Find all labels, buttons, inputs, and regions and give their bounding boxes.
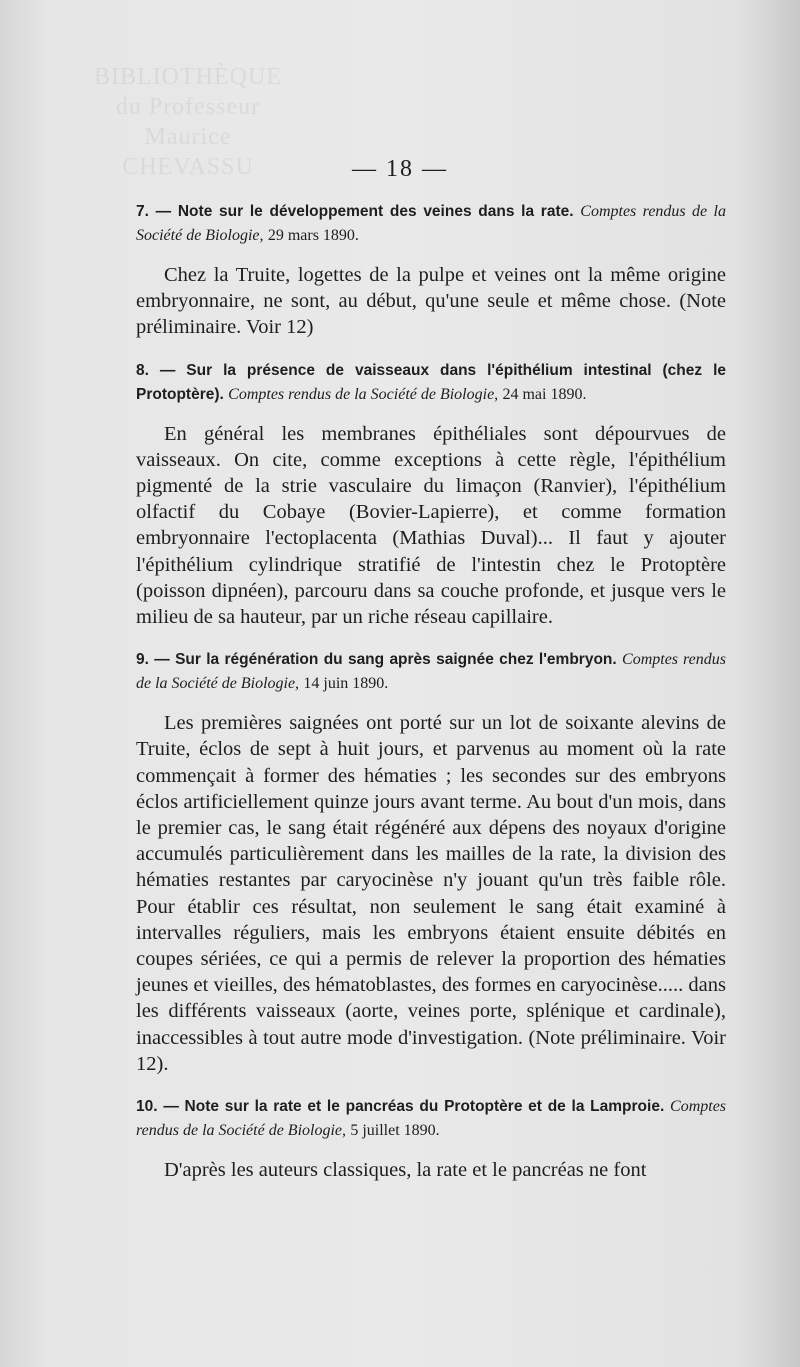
entry-body: Chez la Truite, logettes de la pulpe et veines ont la même origine embryonnaire, ne sont, au début, qu'une seule et même chose. (Note préliminaire. Voir 12) — [136, 264, 726, 339]
entry-body: En général les membranes épithéliales sont dépourvues de vaisseaux. On cite, comme exceptions à cette règle, l'épithélium pigmenté de la strie vasculaire du limaçon (Ranvier), l'épithélium olfactif du Cobaye (Bovier-Lapierre), et comme formation embryonnaire l'ectoplacenta (Mathias Duval)... Il faut y ajouter l'épithélium cylindrique stratifié de l'intestin chez le Protoptère (poisson dipnéen), parcouru dans sa couche profonde, et jusque vers le milieu de sa hauteur, par un riche réseau capillaire. — [136, 422, 726, 629]
entry-heading — [136, 359, 726, 407]
entry-body: Les premières saignées ont porté sur un lot de soixante alevins de Truite, éclos de sept à huit jours, et parvenus au moment où la rate commençait à former des hématies ; les secondes sur des embryons éclos artificiellement quinze jours avant terme. Au bout d'un mois, dans le premier cas, le sang était régénéré aux dépens des noyaux d'origine accumulés particulièrement dans les mailles de la rate, la division des hématies restantes par caryocinèse n'y jouant qu'un très faible rôle. Pour établir ces résultat, non seulement le sang était examiné à intervalles réguliers, mais les embryons étaient ensuite débités en coupes sériées, ce qui a permis de relever la proportion des hématies jeunes et vieilles, des hématoblastes, des formes en caryocinèse..... dans les différents vaisseaux (aorte, veines porte, splénique et cardinale), inaccessibles à tout autre mode d'investigation. (Note préliminaire. Voir 12). — [136, 712, 726, 1075]
entry-title: — Note sur la rate et le pancréas du Protoptère et de la Lamproie. — [163, 1098, 665, 1116]
entry-citation: Comptes rendus de la Société de Biologie, — [136, 1098, 727, 1140]
entry-heading — [136, 1095, 726, 1143]
page-number: — 18 — — [352, 156, 448, 182]
library-stamp-ghost: BIBLIOTHÈQUE du Professeur Maurice CHEVASSU — [94, 64, 282, 180]
entry-heading — [136, 648, 726, 696]
entry-citation: Comptes rendus de la Société de Biologie, — [136, 203, 727, 244]
entry-title: — Sur la régénération du sang après saignée chez l'embryon. — [154, 651, 617, 669]
entry-heading — [136, 200, 726, 248]
entry-8 — [136, 359, 726, 631]
entry-date: 29 mars 1890. — [267, 227, 359, 244]
entry-10 — [136, 1095, 726, 1183]
entry-citation: Comptes rendus de la Société de Biologie, — [136, 651, 727, 693]
entry-title: — Sur la présence de vaisseaux dans l'épithélium intestinal (chez le Protoptère). — [136, 361, 726, 403]
entry-date: 24 mai 1890. — [502, 385, 587, 403]
entry-9 — [136, 648, 726, 1077]
page-content — [136, 200, 726, 1183]
entry-citation: Comptes rendus de la Société de Biologie, — [228, 385, 499, 403]
entry-date: 5 juillet 1890. — [350, 1122, 440, 1140]
entry-7 — [136, 200, 726, 341]
entry-body: D'après les auteurs classiques, la rate et le pancréas ne font — [164, 1159, 647, 1182]
entry-date: 14 juin 1890. — [303, 675, 389, 693]
entry-number: 8. — [136, 361, 149, 379]
entry-number: 10. — [136, 1098, 158, 1116]
entry-title: — Note sur le développement des veines dans la rate. — [155, 203, 574, 220]
entry-number: 7. — [136, 203, 149, 220]
entry-number: 9. — [136, 651, 149, 669]
